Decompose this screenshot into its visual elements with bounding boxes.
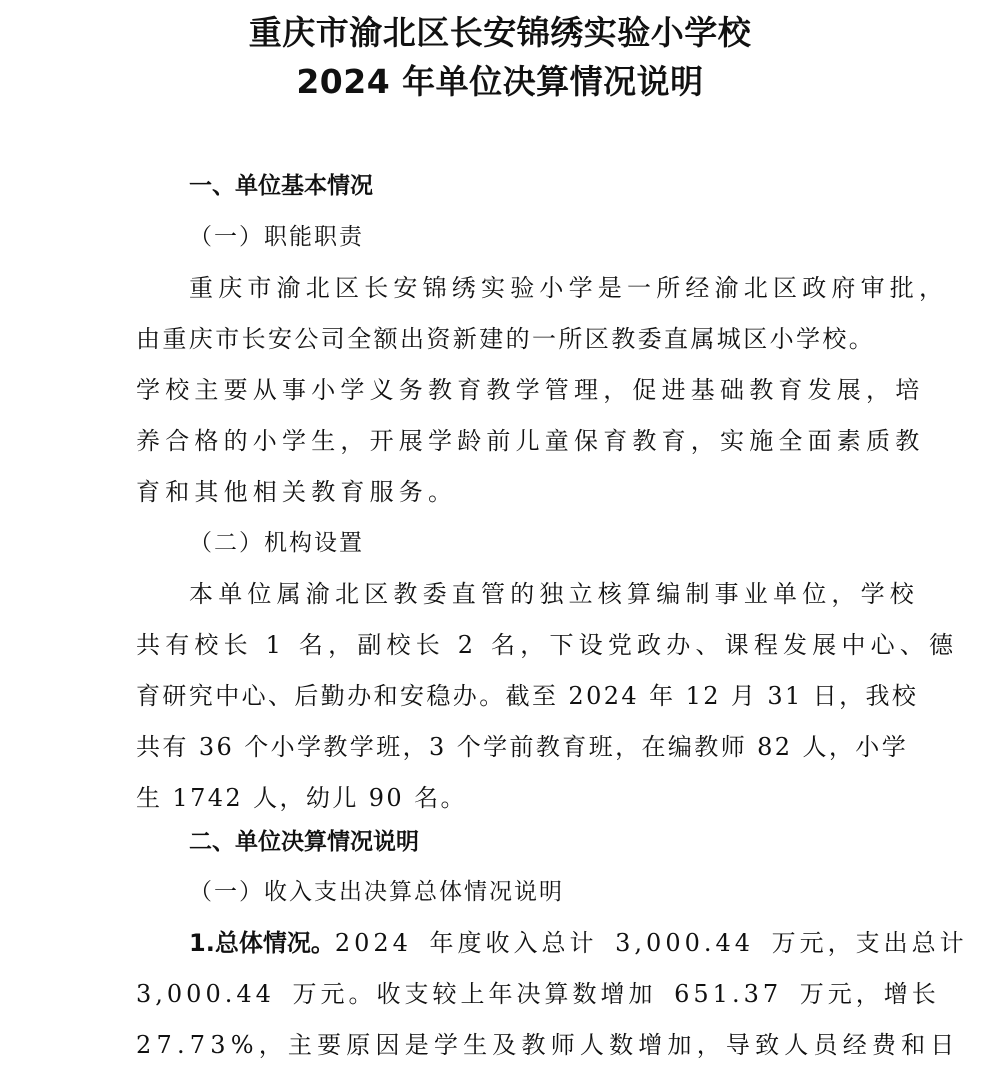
section-2-heading: 二、单位决算情况说明 bbox=[189, 829, 419, 855]
paragraph-line: 重庆市渝北区长安锦绣实验小学是一所经渝北区政府审批， bbox=[189, 274, 949, 302]
paragraph-line bbox=[189, 928, 968, 958]
paragraph-line: 27.73%，主要原因是学生及教师人数增加，导致人员经费和日 bbox=[136, 1031, 960, 1059]
paragraph-line: 本单位属渝北区教委直管的独立核算编制事业单位，学校 bbox=[189, 580, 919, 608]
section-1-2-heading: （二）机构设置 bbox=[189, 530, 364, 556]
section-1-1-heading: （一）职能职责 bbox=[189, 224, 364, 250]
document-title-line-2: 2024 年单位决算情况说明 bbox=[296, 62, 704, 101]
document-title-line-1: 重庆市渝北区长安锦绣实验小学校 bbox=[248, 13, 752, 52]
paragraph-lead-bold: 1.总体情况。 bbox=[189, 929, 335, 957]
paragraph-line: 养合格的小学生，开展学龄前儿童保育教育，实施全面素质教 bbox=[136, 427, 925, 455]
section-2-1-heading: （一）收入支出决算总体情况说明 bbox=[189, 879, 564, 905]
paragraph-text: 2024 年度收入总计 3,000.44 万元，支出总计 bbox=[334, 929, 968, 957]
paragraph-line: 由重庆市长安公司全额出资新建的一所区教委直属城区小学校。 bbox=[136, 325, 876, 353]
paragraph-line: 学校主要从事小学义务教育教学管理，促进基础教育发展，培 bbox=[136, 376, 925, 404]
section-1-heading: 一、单位基本情况 bbox=[189, 173, 373, 199]
paragraph-line: 育和其他相关教育服务。 bbox=[136, 478, 458, 506]
paragraph-line: 3,000.44 万元。收支较上年决算数增加 651.37 万元，增长 bbox=[136, 980, 940, 1008]
paragraph-line: 生 1742 人，幼儿 90 名。 bbox=[136, 784, 467, 812]
paragraph-line: 育研究中心、后勤办和安稳办。截至 2024 年 12 月 31 日，我校 bbox=[136, 682, 919, 710]
paragraph-line: 共有 36 个小学教学班，3 个学前教育班，在编教师 82 人，小学 bbox=[136, 733, 909, 761]
paragraph-line: 共有校长 1 名，副校长 2 名，下设党政办、课程发展中心、德 bbox=[136, 631, 959, 659]
